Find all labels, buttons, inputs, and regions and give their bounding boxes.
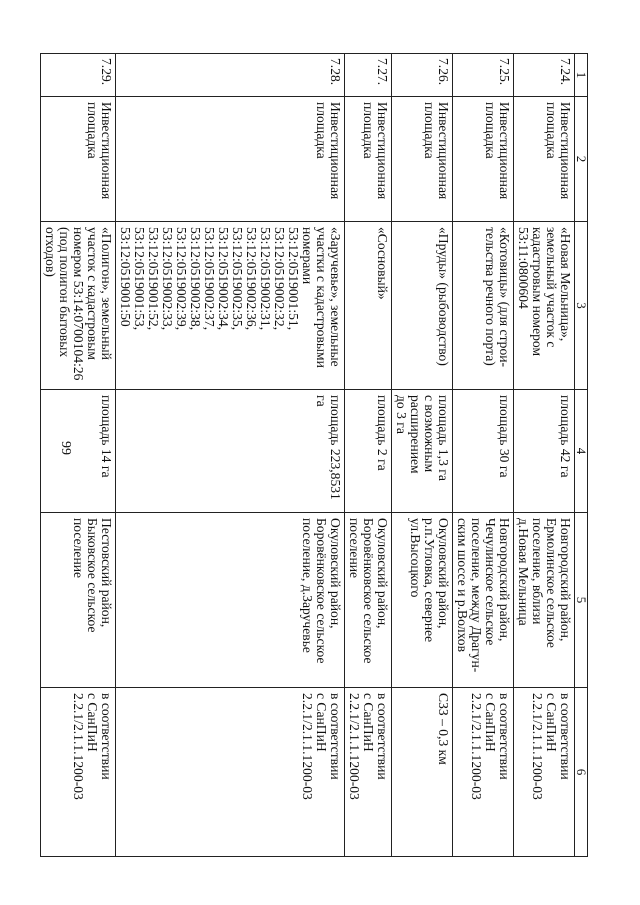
- investment-sites-table: [40, 53, 588, 857]
- header-cell-6: 6: [575, 688, 588, 857]
- site-name: «Сосновый»: [345, 222, 392, 390]
- site-area: площадь 14 га: [41, 390, 116, 513]
- header-cell-4: 4: [575, 390, 588, 513]
- site-name: «Пруды» (рыбоводство): [392, 222, 453, 390]
- site-location: Новгородский район, Ермолинское сельское поселение, вблизи д.Новая Мельница: [514, 513, 575, 688]
- site-area: площадь 223,8531 га: [116, 390, 345, 513]
- sanitary-zone: СЗЗ – 0,3 км: [392, 688, 453, 857]
- table-row: [392, 54, 453, 857]
- site-name: «Полигон», земельный участок с кадастровым номером 53:14:0700104:26 (под полигон бытовых отходов): [41, 222, 116, 390]
- site-type: Инвестиционная площадка: [392, 97, 453, 222]
- header-row: [575, 54, 588, 857]
- sanitary-zone: в соответствии с СанПиН 2.2.1/2.1.1.1200-03: [116, 688, 345, 857]
- row-number: 7.25.: [453, 54, 514, 97]
- header-cell-3: 3: [575, 222, 588, 390]
- site-area: площадь 2 га: [345, 390, 392, 513]
- site-location: Окуловский район, Боровёнковское сельское поселение: [345, 513, 392, 688]
- table-row: [453, 54, 514, 857]
- table-row: [514, 54, 575, 857]
- site-location: Окуловский район, Боровёнковское сельское поселение, д.Заручевье: [116, 513, 345, 688]
- sanitary-zone: в соответствии с СанПиН 2.2.1/2.1.1.1200-03: [345, 688, 392, 857]
- site-type: Инвестиционная площадка: [41, 97, 116, 222]
- site-location: Пестовский район, Быковское сельское поселение: [41, 513, 116, 688]
- page-number: 99: [58, 441, 73, 455]
- sanitary-zone: в соответствии с СанПиН 2.2.1/2.1.1.1200-03: [41, 688, 116, 857]
- site-area: площадь 42 га: [514, 390, 575, 513]
- site-type: Инвестиционная площадка: [116, 97, 345, 222]
- site-area: площадь 30 га: [453, 390, 514, 513]
- row-number: 7.27.: [345, 54, 392, 97]
- row-number: 7.26.: [392, 54, 453, 97]
- row-number: 7.29.: [41, 54, 116, 97]
- table-row: [116, 54, 345, 857]
- table-row: [41, 54, 116, 857]
- row-number: 7.24.: [514, 54, 575, 97]
- site-name: «Новая Мельница», земельный участок с кадастровым номером 53:11:0800604: [514, 222, 575, 390]
- sanitary-zone: в соответствии с СанПиН 2.2.1/2.1.1.1200-03: [514, 688, 575, 857]
- sanitary-zone: в соответствии с СанПиН 2.2.1/2.1.1.1200-03: [453, 688, 514, 857]
- header-cell-2: 2: [575, 97, 588, 222]
- site-type: Инвестиционная площадка: [514, 97, 575, 222]
- site-type: Инвестиционная площадка: [345, 97, 392, 222]
- site-type: Инвестиционная площадка: [453, 97, 514, 222]
- site-area: площадь 1,3 га с возможным расширением до 3 га: [392, 390, 453, 513]
- site-name: «Заручевье», земельные участки с кадастровыми номерами 53:12:0519001:51, 53:12:0519002:32, 53:12:0519002:31, 53:12:0519002:36, 53:12:0519002:35, 53:12:0519002:34, 53:12:0519002:37, 53:12:0519002:38, 53:12:0519002:39, 53:12:0519002:33, 53:12:0519001:52, 53:12:0519001:53, 53:12:0519001:50: [116, 222, 345, 390]
- header-cell-5: 5: [575, 513, 588, 688]
- row-number: 7.28.: [116, 54, 345, 97]
- site-location: Окуловский район, р.п.Угловка, севернее ул.Высоцкого: [392, 513, 453, 688]
- header-cell-1: 1: [575, 54, 588, 97]
- site-name: «Котовицы» (для строи- тельства речного порта): [453, 222, 514, 390]
- site-location: Новгородский район, Чечулинское сельское поселение, между Драгун- ским шоссе и р.Волхов: [453, 513, 514, 688]
- table-row: [345, 54, 392, 857]
